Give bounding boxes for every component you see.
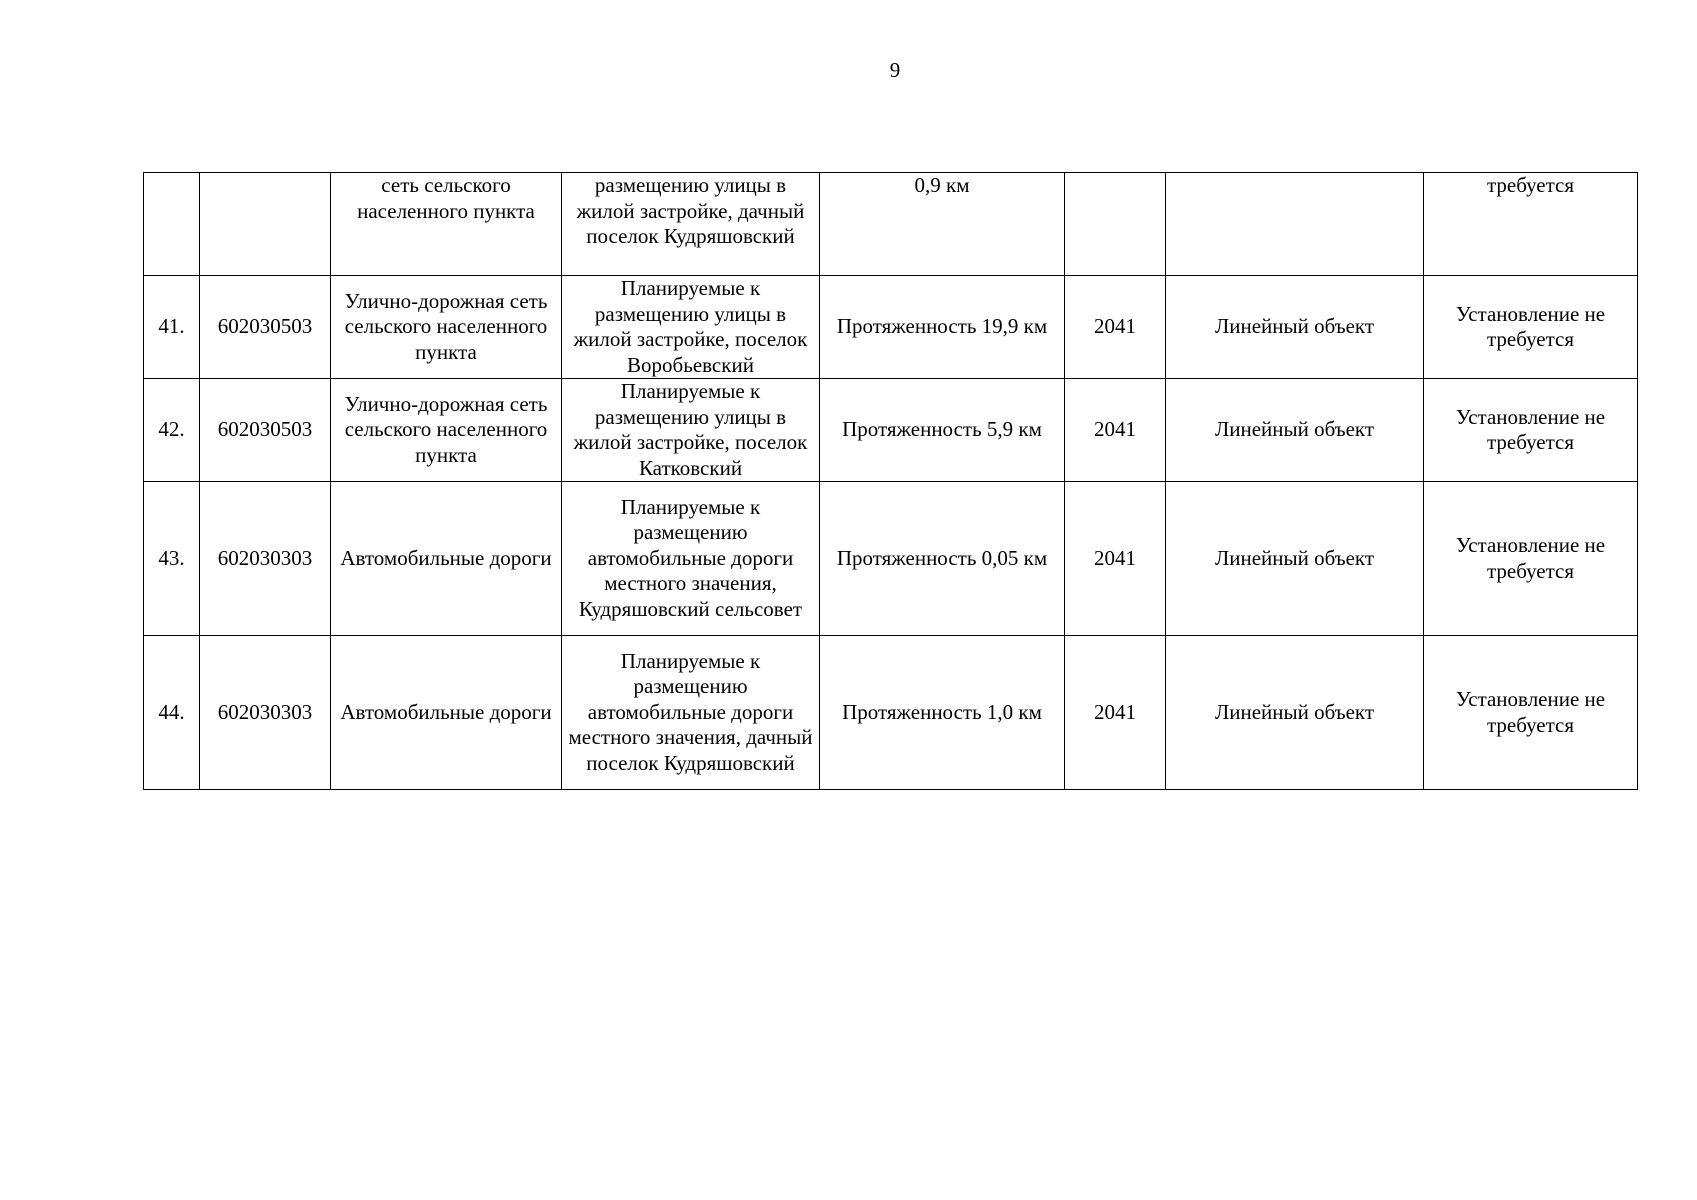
cell-code	[200, 173, 331, 276]
cell-year: 2041	[1065, 482, 1166, 636]
cell-object-kind	[1166, 173, 1424, 276]
cell-name: размещению улицы в жилой застройке, дачный поселок Кудряшовский	[562, 173, 820, 276]
cell-name: Планируемые к размещению автомобильные дороги местного значения, Кудряшовский сельсовет	[562, 482, 820, 636]
cell-characteristics: Протяженность 5,9 км	[820, 379, 1065, 482]
cell-zone: Установление не требуется	[1424, 636, 1638, 790]
cell-characteristics: Протяженность 1,0 км	[820, 636, 1065, 790]
cell-code: 602030503	[200, 379, 331, 482]
cell-characteristics: Протяженность 0,05 км	[820, 482, 1065, 636]
cell-zone: Установление не требуется	[1424, 482, 1638, 636]
table-row	[144, 482, 1638, 636]
cell-year	[1065, 173, 1166, 276]
page-number: 9	[889, 58, 901, 82]
cell-year: 2041	[1065, 379, 1166, 482]
table-row	[144, 276, 1638, 379]
cell-num: 44.	[144, 636, 200, 790]
cell-name: Планируемые к размещению улицы в жилой застройке, поселок Воробьевский	[562, 276, 820, 379]
cell-code: 602030303	[200, 636, 331, 790]
cell-object-kind: Линейный объект	[1166, 636, 1424, 790]
cell-num	[144, 173, 200, 276]
cell-name: Планируемые к размещению автомобильные дороги местного значения, дачный поселок Кудряшовский	[562, 636, 820, 790]
objects-table	[143, 172, 1638, 790]
cell-zone: Установление не требуется	[1424, 276, 1638, 379]
cell-type: сеть сельского населенного пункта	[331, 173, 562, 276]
cell-type: Автомобильные дороги	[331, 636, 562, 790]
table-row	[144, 636, 1638, 790]
cell-num: 41.	[144, 276, 200, 379]
cell-num: 43.	[144, 482, 200, 636]
cell-year: 2041	[1065, 636, 1166, 790]
cell-year: 2041	[1065, 276, 1166, 379]
cell-zone: Установление не требуется	[1424, 379, 1638, 482]
cell-zone: требуется	[1424, 173, 1638, 276]
cell-type: Улично-дорожная сеть сельского населенного пункта	[331, 379, 562, 482]
cell-object-kind: Линейный объект	[1166, 482, 1424, 636]
cell-code: 602030503	[200, 276, 331, 379]
table-row	[144, 379, 1638, 482]
cell-name: Планируемые к размещению улицы в жилой застройке, поселок Катковский	[562, 379, 820, 482]
cell-code: 602030303	[200, 482, 331, 636]
cell-num: 42.	[144, 379, 200, 482]
cell-characteristics: Протяженность 19,9 км	[820, 276, 1065, 379]
cell-object-kind: Линейный объект	[1166, 276, 1424, 379]
cell-object-kind: Линейный объект	[1166, 379, 1424, 482]
cell-characteristics: 0,9 км	[820, 173, 1065, 276]
table-row	[144, 173, 1638, 276]
cell-type: Автомобильные дороги	[331, 482, 562, 636]
cell-type: Улично-дорожная сеть сельского населенного пункта	[331, 276, 562, 379]
